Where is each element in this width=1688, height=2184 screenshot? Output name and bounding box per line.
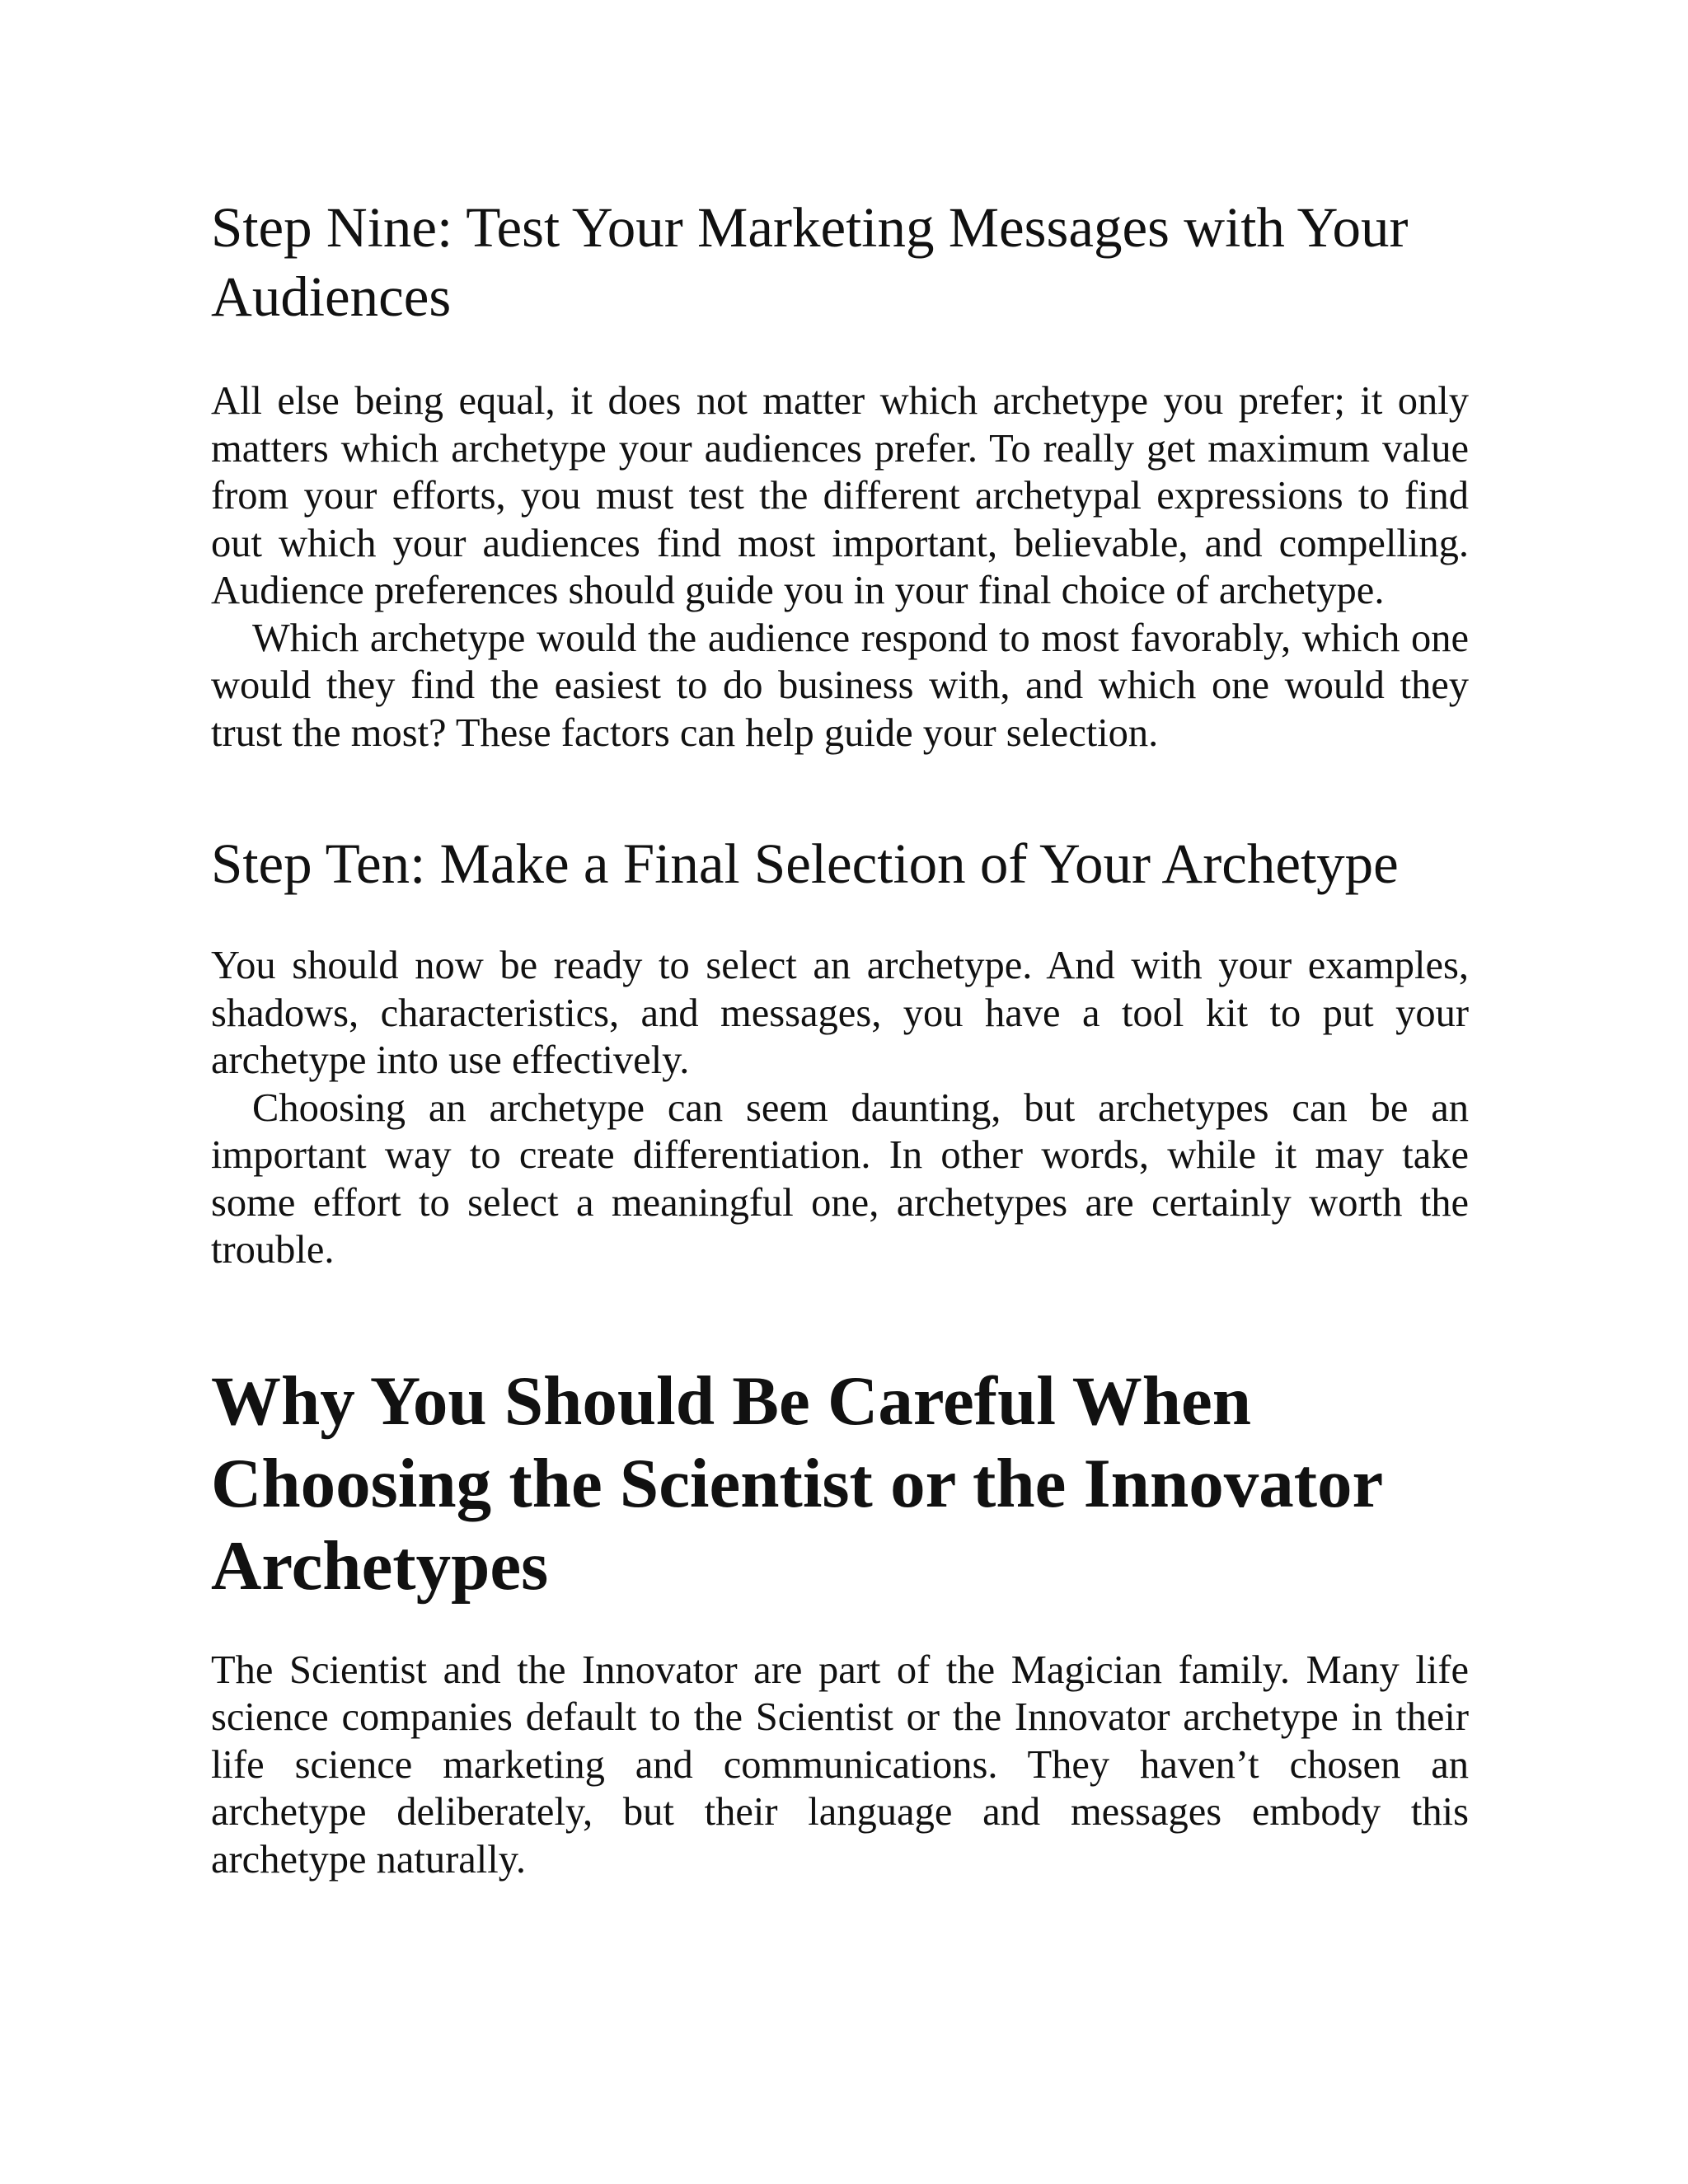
step-ten-heading: Step Ten: Make a Final Selection of Your Archetype	[211, 832, 1399, 895]
careful-choosing-heading: Why You Should Be Careful When Choosing the Scientist or the Innovator Archetypes	[211, 1361, 1382, 1605]
section-careful-choosing	[211, 1360, 1469, 1884]
document-page	[211, 193, 1469, 1883]
step-nine-paragraph-1: All else being equal, it does not matter which archetype you prefer; it only matters which archetype your audiences prefer. To really get maximum value from your efforts, you must test the different archetypal expressions to find out which your audiences find most important, believable, and compelling. Audience preferences should guide you in your final choice of archetype.	[211, 379, 1469, 612]
careful-choosing-paragraph-1: The Scientist and the Innovator are part of the Magician family. Many life science companies default to the Scientist or the Innovator archetype in their life science marketing and communications. They haven’t chosen an archetype deliberately, but their language and messages embody this archetype naturally.	[211, 1647, 1469, 1882]
step-ten-paragraph-2: Choosing an archetype can seem daunting, but archetypes can be an important way to create differentiation. In other words, while it may take some effort to select a meaningful one, archetypes are certainly worth the trouble.	[211, 1085, 1469, 1272]
section-step-ten	[211, 829, 1469, 1274]
step-ten-paragraph-1: You should now be ready to select an archetype. And with your examples, shadows, characteristics, and messages, you have a tool kit to put your archetype into use effectively.	[211, 944, 1469, 1082]
section-step-nine	[211, 193, 1469, 757]
step-nine-heading: Step Nine: Test Your Marketing Messages with Your Audiences	[211, 196, 1409, 328]
step-nine-paragraph-2: Which archetype would the audience respond to most favorably, which one would they find the easiest to do business with, and which one would they trust the most? These factors can help guide your selection.	[211, 616, 1469, 755]
